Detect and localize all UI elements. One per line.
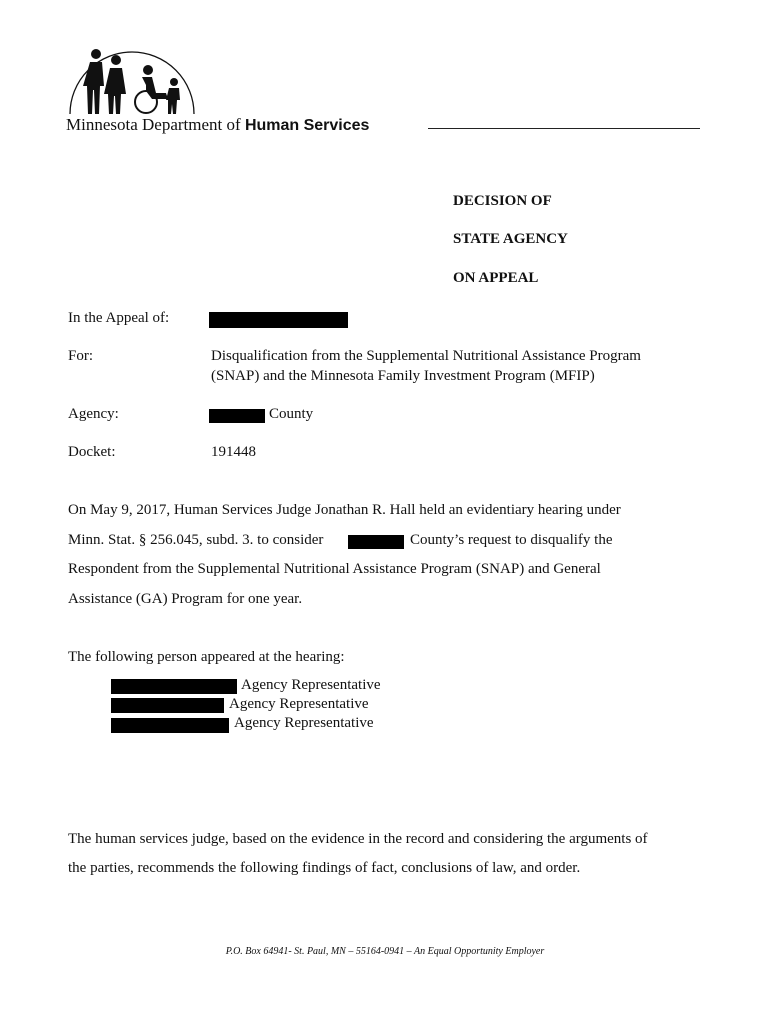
- paragraph-1-line-2b: County’s request to disqualify the: [410, 532, 613, 548]
- for-value-line-1: Disqualification from the Supplemental Nutritional Assistance Program: [211, 348, 641, 364]
- paragraph-1-line-3: Respondent from the Supplemental Nutritional Assistance Program (SNAP) and General: [68, 561, 601, 577]
- paragraph-2: The following person appeared at the hearing:: [68, 649, 345, 665]
- agency-label: Agency:: [68, 406, 119, 422]
- docket-value: 191448: [211, 444, 256, 460]
- agency-value: County: [269, 406, 314, 422]
- for-label: For:: [68, 348, 94, 364]
- department-prefix: Minnesota Department of: [66, 115, 245, 134]
- department-bold-name: Human Services: [244, 117, 370, 134]
- header-rule: [428, 128, 700, 129]
- department-name: [66, 115, 369, 135]
- redaction-county: [209, 409, 265, 423]
- appeal-label: In the Appeal of:: [68, 310, 170, 326]
- title-line-3: ON APPEAL: [453, 270, 539, 286]
- appearance-role-1: Agency Representative: [241, 677, 381, 693]
- docket-label: Docket:: [68, 444, 116, 460]
- appearance-role-3: Agency Representative: [234, 715, 374, 731]
- for-value-line-2: (SNAP) and the Minnesota Family Investment Program (MFIP): [211, 368, 595, 384]
- paragraph-3-line-2: the parties, recommends the following findings of fact, conclusions of law, and order.: [68, 860, 581, 876]
- title-line-1: DECISION OF: [453, 193, 552, 209]
- redaction-rep-3: [111, 718, 229, 733]
- dhs-logo-icon: [66, 44, 198, 116]
- appearance-role-2: Agency Representative: [229, 696, 369, 712]
- paragraph-3-line-1: The human services judge, based on the evidence in the record and considering the arguments of: [68, 831, 648, 847]
- redaction-rep-1: [111, 679, 237, 694]
- footer-address: P.O. Box 64941- St. Paul, MN – 55164-0941 – An Equal Opportunity Employer: [225, 946, 545, 957]
- redaction-appellant: [209, 312, 348, 328]
- paragraph-1-line-1: On May 9, 2017, Human Services Judge Jonathan R. Hall held an evidentiary hearing under: [68, 502, 621, 518]
- redaction-rep-2: [111, 698, 224, 713]
- paragraph-1-line-2a: Minn. Stat. § 256.045, subd. 3. to consider: [68, 532, 324, 548]
- paragraph-1-line-4: Assistance (GA) Program for one year.: [68, 591, 303, 607]
- title-line-2: STATE AGENCY: [453, 231, 568, 247]
- redaction-county-2: [348, 535, 404, 549]
